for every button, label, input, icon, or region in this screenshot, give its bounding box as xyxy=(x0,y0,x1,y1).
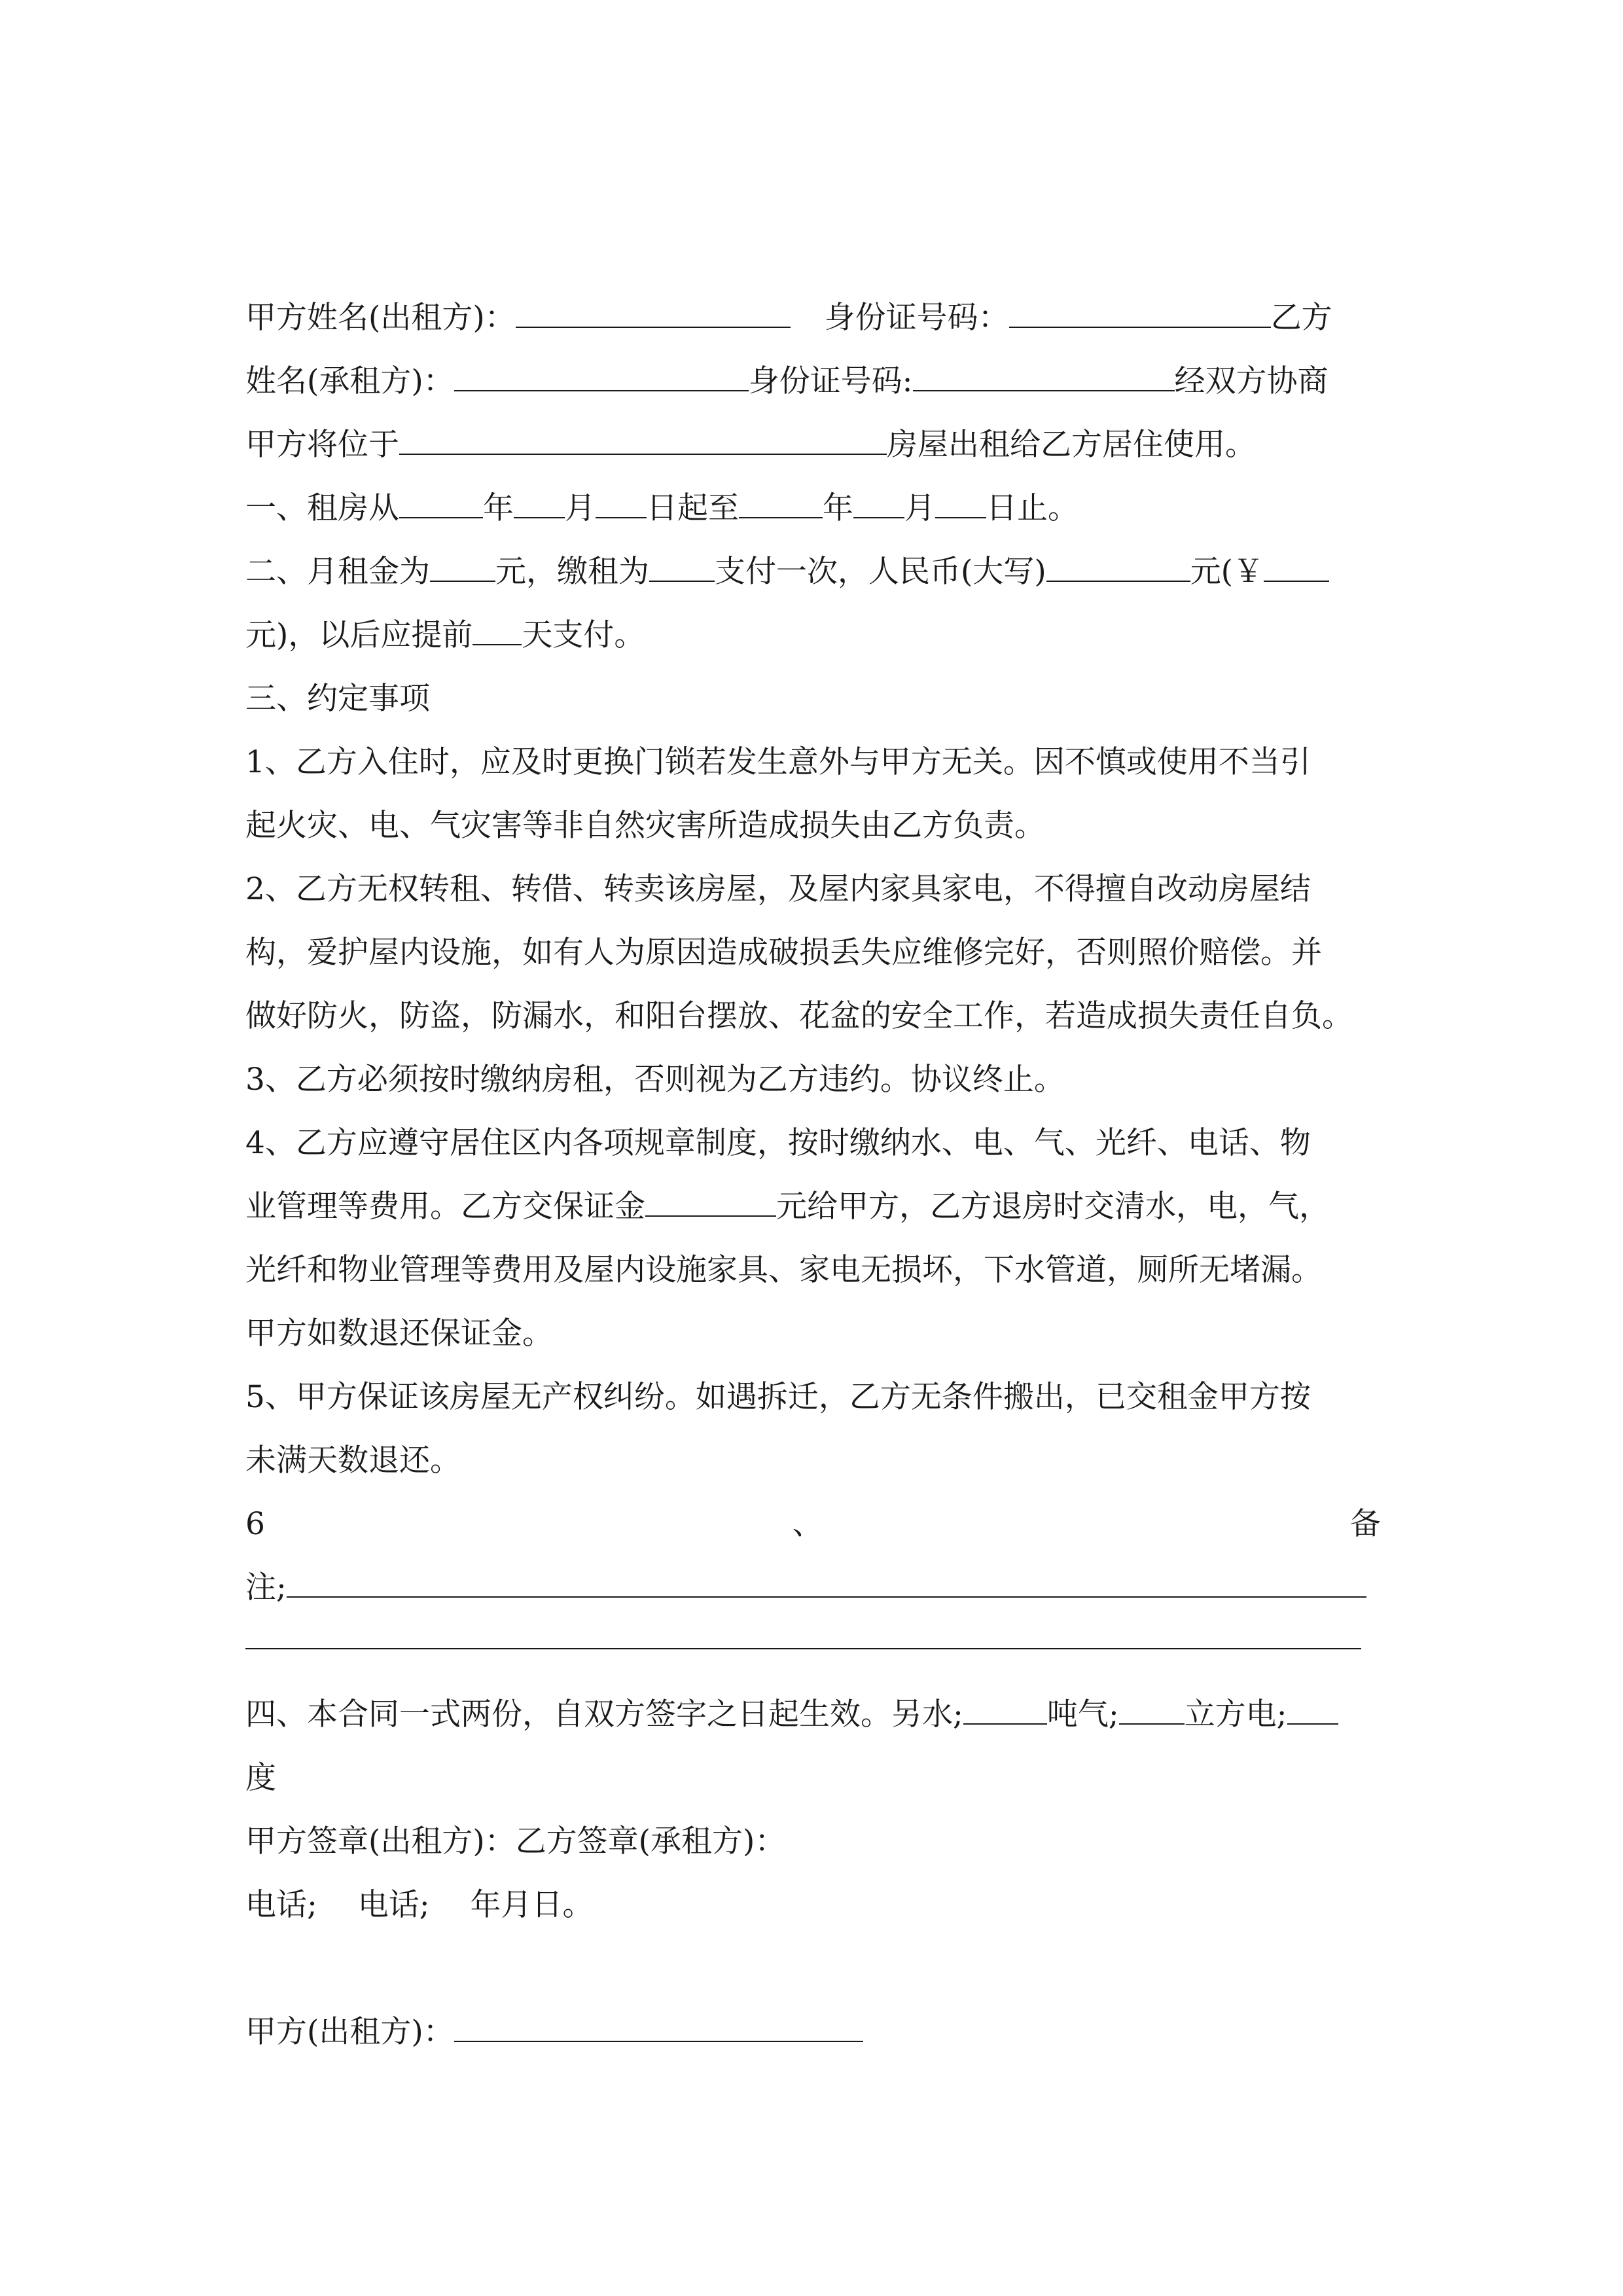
item4-line1: 4、乙方应遵守居住区内各项规章制度，按时缴纳水、电、气、光纤、电话、物 xyxy=(245,1125,1311,1161)
signature-line: 甲方签章(出租方)：乙方签章(承租方)： xyxy=(245,1823,786,1859)
term-year-1: 年 xyxy=(483,490,514,526)
party-b-id-field xyxy=(913,357,1175,391)
remarks-field-2 xyxy=(245,1648,1361,1649)
term-line xyxy=(245,484,1079,533)
item6-number: 6 xyxy=(245,1506,265,1542)
item4-line2 xyxy=(245,1182,1330,1232)
term-month-1: 月 xyxy=(565,490,596,526)
term-start-year-field xyxy=(399,484,483,518)
remarks-field-1 xyxy=(287,1564,1366,1598)
term-end-month-field xyxy=(853,484,904,518)
section4-prefix: 四、本合同一式两份，自双方签字之日起生效。另水; xyxy=(245,1696,963,1732)
section4-line xyxy=(245,1690,1338,1740)
rent-line-1 xyxy=(245,547,1329,597)
remarks-label: 注; xyxy=(245,1570,287,1605)
payment-period-field xyxy=(649,548,715,582)
rent-digits-field xyxy=(1264,548,1329,582)
location-line xyxy=(245,420,1256,470)
item6-line xyxy=(245,1499,1381,1549)
item3: 3、乙方必须按时缴纳房租，否则视为乙方违约。协议终止。 xyxy=(245,1062,1065,1098)
final-party-a-line xyxy=(245,2007,863,2057)
item5-line1: 5、甲方保证该房屋无产权纠纷。如遇拆迁，乙方无条件搬出，已交租金甲方按 xyxy=(245,1379,1311,1415)
deposit-field xyxy=(645,1183,776,1217)
final-party-a-field xyxy=(454,2008,863,2042)
item5-line2: 未满天数退还。 xyxy=(245,1443,461,1479)
item4-line3: 光纤和物业管理等费用及屋内设施家具、家电无损坏，下水管道，厕所无堵漏。 xyxy=(245,1252,1322,1288)
party-a-line xyxy=(245,293,1332,343)
item2-line2: 构，爱护屋内设施，如有人为原因造成破损丢失应维修完好，否则照价赔偿。并 xyxy=(245,935,1322,971)
id-number-label-2: 身份证号码: xyxy=(748,363,913,399)
party-b-label-start: 乙方 xyxy=(1270,300,1332,336)
term-start-month-field xyxy=(514,484,565,518)
term-day-1: 日起至 xyxy=(647,490,739,526)
item1-line1: 1、乙方入住时，应及时更换门锁若发生意外与甲方无关。因不慎或使用不当引 xyxy=(245,744,1311,780)
term-end-year-field xyxy=(739,484,823,518)
party-b-name-label: 姓名(承租方)： xyxy=(245,363,454,399)
item2-line1: 2、乙方无权转租、转借、转卖该房屋，及屋内家具家电，不得擅自改动房屋结 xyxy=(245,871,1311,907)
gas-field xyxy=(1119,1691,1185,1725)
rent-yuan-symbol: 元(￥ xyxy=(1190,554,1264,590)
monthly-rent-field xyxy=(430,548,495,582)
party-b-line xyxy=(245,357,1329,406)
section4-degree: 度 xyxy=(245,1760,276,1796)
term-end-day-field xyxy=(935,484,986,518)
party-a-name-field xyxy=(516,294,791,328)
rent-unit: 元，缴租为 xyxy=(495,554,649,590)
location-field xyxy=(399,421,887,455)
rent-line2-yuan: 元)，以后应提前 xyxy=(245,617,473,653)
water-field xyxy=(963,1691,1047,1725)
item4-line2-b: 元给甲方，乙方退房时交清水，电，气， xyxy=(776,1189,1330,1225)
section4-cubic: 立方电; xyxy=(1184,1696,1287,1732)
term-day-2: 日止。 xyxy=(986,490,1079,526)
item1-line2: 起火灾、电、气灾害等非自然灾害所造成损失由乙方负责。 xyxy=(245,808,1045,844)
term-prefix: 一、租房从 xyxy=(245,490,399,526)
item4-line4: 甲方如数退还保证金。 xyxy=(245,1316,553,1352)
item6-bei: 备 xyxy=(1350,1506,1381,1542)
rent-line2-days: 天支付。 xyxy=(522,617,645,653)
rent-prefix: 二、月租金为 xyxy=(245,554,430,590)
rent-line-2 xyxy=(245,611,645,660)
item2-line3: 做好防火，防盗，防漏水，和阳台摆放、花盆的安全工作，若造成损失责任自负。 xyxy=(245,998,1353,1034)
rent-pay-once: 支付一次，人民币(大写) xyxy=(715,554,1046,590)
term-year-2: 年 xyxy=(823,490,853,526)
electricity-field xyxy=(1287,1691,1338,1725)
negotiation-text: 经双方协商 xyxy=(1174,363,1329,399)
section3-title: 三、约定事项 xyxy=(245,681,430,717)
phone-line: 电话; 电话; 年月日。 xyxy=(245,1887,594,1923)
item4-line2-a: 业管理等费用。乙方交保证金 xyxy=(245,1189,645,1225)
item6-separator: 、 xyxy=(792,1506,823,1542)
final-party-a-label: 甲方(出租方)： xyxy=(245,2014,454,2050)
term-start-day-field xyxy=(596,484,647,518)
term-month-2: 月 xyxy=(904,490,935,526)
advance-days-field xyxy=(473,611,522,645)
party-a-id-field xyxy=(1009,294,1271,328)
location-suffix: 房屋出租给乙方居住使用。 xyxy=(887,427,1256,463)
section4-ton: 吨气; xyxy=(1046,1696,1119,1732)
location-prefix: 甲方将位于 xyxy=(245,427,399,463)
remarks-line xyxy=(245,1563,1366,1613)
party-a-name-label: 甲方姓名(出租方)： xyxy=(245,300,516,336)
party-b-name-field xyxy=(454,357,749,391)
id-number-label-1: 身份证号码： xyxy=(824,300,1009,336)
rent-uppercase-field xyxy=(1046,548,1190,582)
